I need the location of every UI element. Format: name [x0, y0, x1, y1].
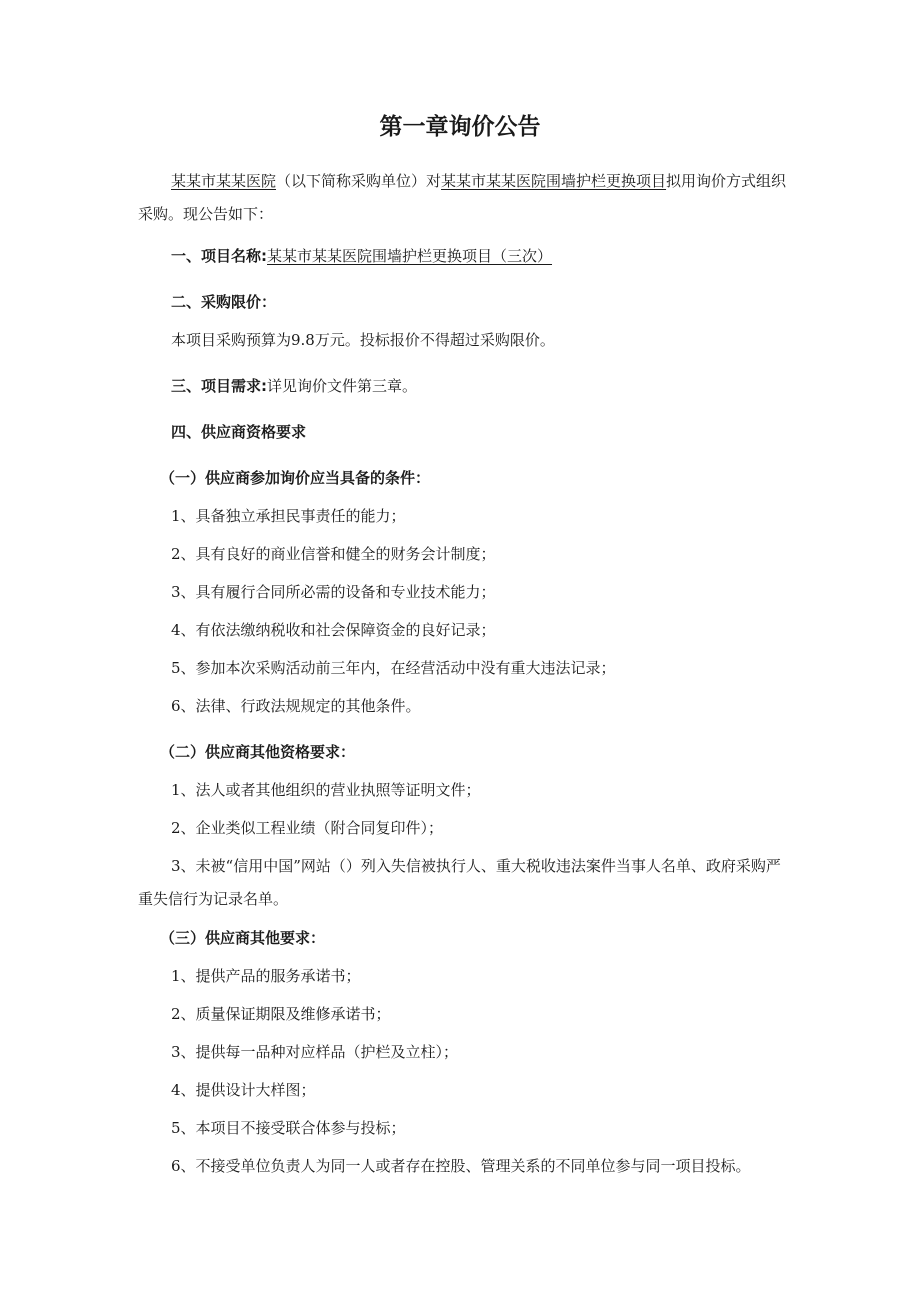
price-limit-text: 本项目采购预算为9.8万元。投标报价不得超过采购限价。: [171, 331, 555, 349]
list-item: 5、本项目不接受联合体参与投标；: [171, 1119, 406, 1137]
project-name-value: 某某市某某医院围墙护栏更换项目（三次）: [267, 247, 553, 265]
list-item-wrapped: 3、未被“信用中国”网站（）列入失信被执行人、重大税收违法案件当事人名单、政府采购严重失信行为记录名单。: [138, 857, 781, 908]
list-item: 3、具有履行合同所必需的设备和专业技术能力；: [171, 583, 496, 601]
list-item: 5、参加本次采购活动前三年内，在经营活动中没有重大违法记录；: [171, 659, 616, 677]
group2-heading: （二）供应商其他资格要求：: [160, 743, 356, 761]
intro-tail: 拟用询价方式组织采购。现公告如下：: [138, 172, 787, 223]
list-item: 6、不接受单位负责人为同一人或者存在控股、管理关系的不同单位参与同一项目投标。: [171, 1157, 751, 1175]
list-item: 1、法人或者其他组织的营业执照等证明文件；: [171, 781, 481, 799]
group3-heading: （三）供应商其他要求：: [160, 929, 326, 947]
intro-paragraph: [138, 165, 788, 231]
list-item: 1、具备独立承担民事责任的能力；: [171, 507, 406, 525]
page-title: 第一章询价公告: [379, 114, 541, 140]
list-item: 3、提供每一品种对应样品（护栏及立柱）；: [171, 1043, 459, 1061]
intro-note: （以下简称采购单位）对: [276, 172, 442, 190]
list-item: 4、有依法缴纳税收和社会保障资金的良好记录；: [171, 621, 496, 639]
section-project-name: 一、项目名称:某某市某某医院围墙护栏更换项目（三次）: [171, 247, 553, 265]
section-requirements: 三、项目需求:详见询价文件第三章。: [171, 377, 418, 395]
list-item: 2、具有良好的商业信誉和健全的财务会计制度；: [171, 545, 496, 563]
section-price-limit-heading: 二、采购限价：: [171, 293, 277, 311]
purchaser-name: 某某市某某医院: [171, 172, 277, 190]
group1-heading: （一）供应商参加询价应当具备的条件：: [160, 469, 431, 487]
list-item: 6、法律、行政法规规定的其他条件。: [171, 697, 421, 715]
list-item: 1、提供产品的服务承诺书；: [171, 967, 361, 985]
project-name-inline: 某某市某某医院围墙护栏更换项目: [441, 172, 667, 190]
list-item: 4、提供设计大样图；: [171, 1081, 316, 1099]
section-qualification-heading: 四、供应商资格要求: [171, 423, 307, 441]
list-item: 2、质量保证期限及维修承诺书；: [171, 1005, 391, 1023]
list-item: 2、企业类似工程业绩（附合同复印件）；: [171, 819, 444, 837]
